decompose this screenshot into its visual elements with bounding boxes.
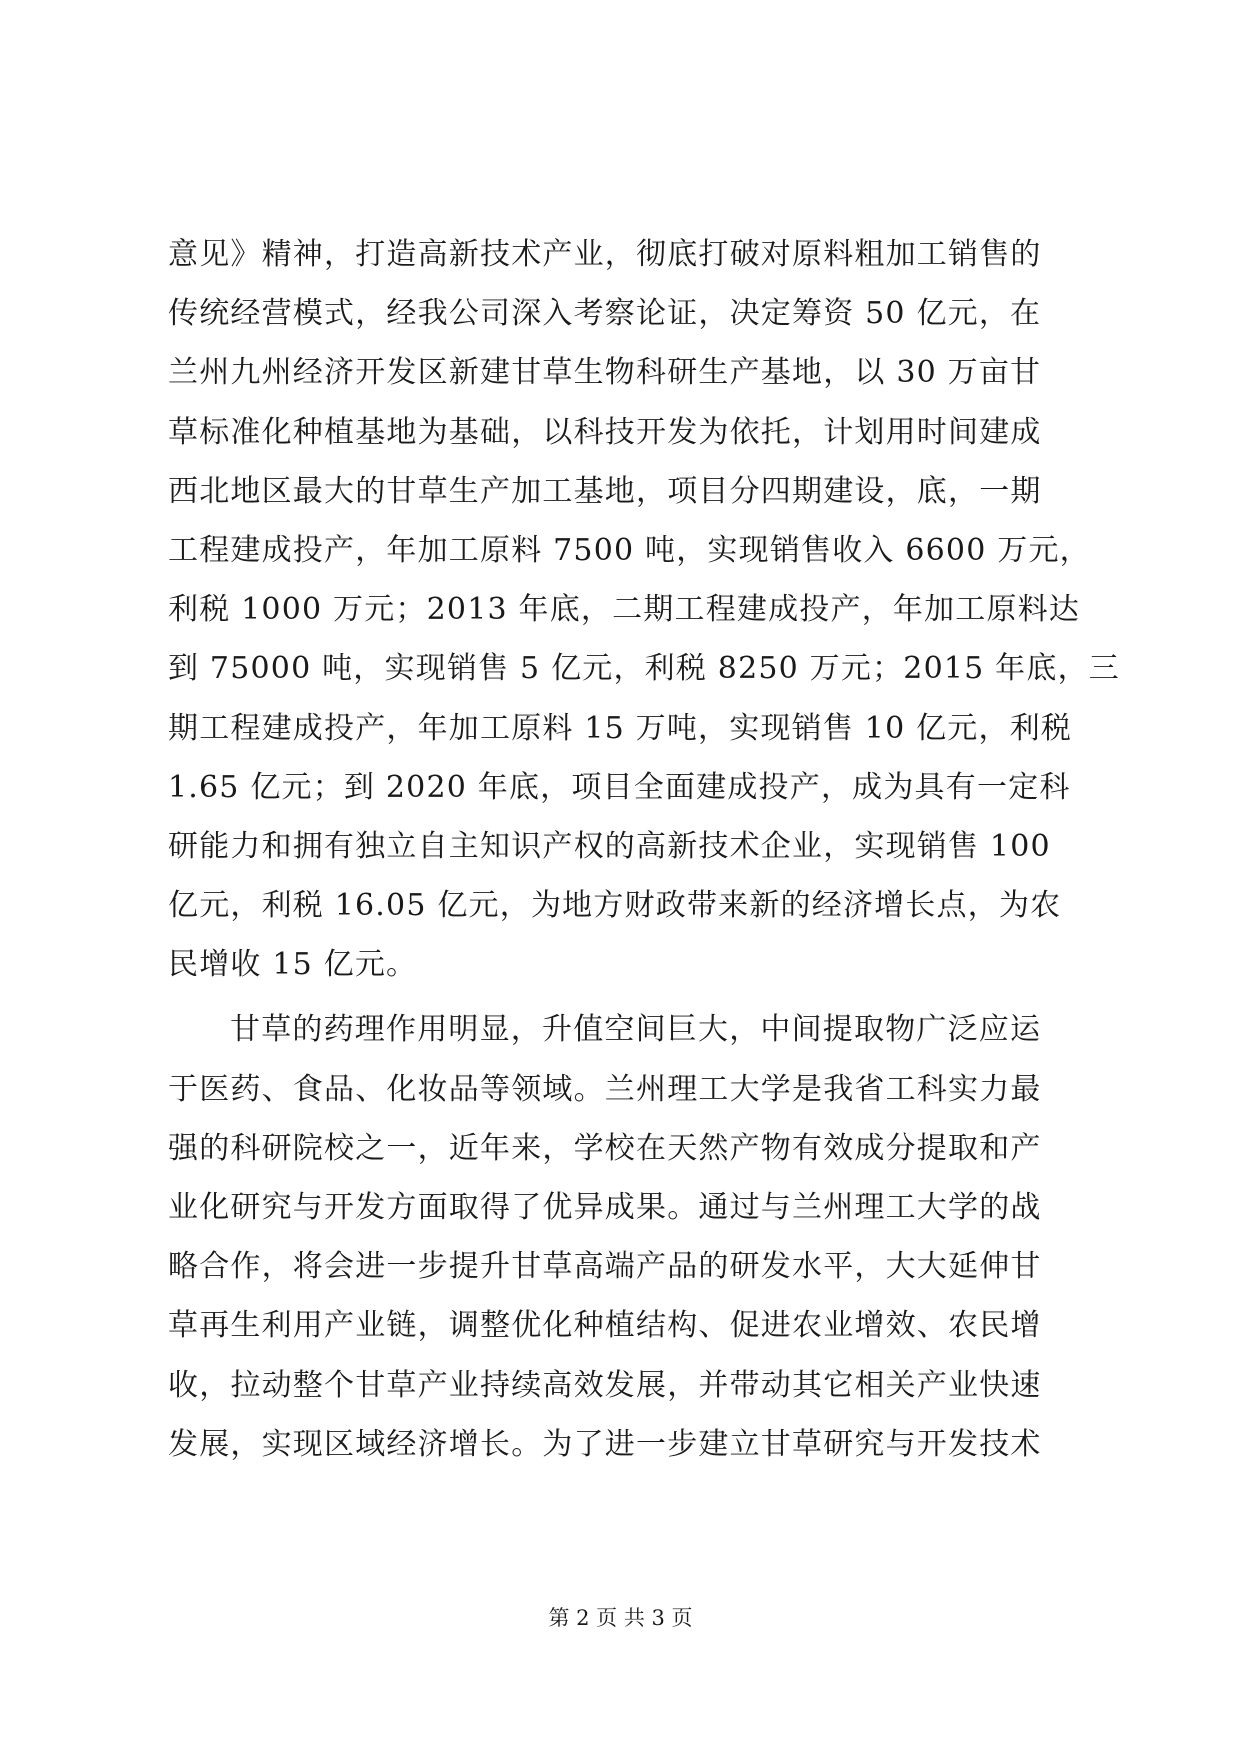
text-line: 草标准化种植基地为基础，以科技开发为依托，计划用时间建成 — [168, 414, 1042, 450]
text-line: 于医药、食品、化妆品等领域。兰州理工大学是我省工科实力最 — [168, 1071, 1042, 1107]
paragraph-2 — [168, 1000, 1080, 1474]
text-line: 西北地区最大的甘草生产加工基地，项目分四期建设，底，一期 — [168, 473, 1042, 509]
text-line: 利税 1000 万元；2013 年底，二期工程建成投产，年加工原料达 — [168, 592, 1081, 628]
text-line: 期工程建成投产，年加工原料 15 万吨，实现销售 10 亿元，利税 — [168, 710, 1073, 746]
text-line: 收，拉动整个甘草产业持续高效发展，并带动其它相关产业快速 — [168, 1367, 1042, 1403]
page-footer — [0, 1604, 1241, 1632]
text-line: 业化研究与开发方面取得了优异成果。通过与兰州理工大学的战 — [168, 1190, 1042, 1225]
text-line: 强的科研院校之一，近年来，学校在天然产物有效成分提取和产 — [168, 1130, 1042, 1166]
text-line: 略合作，将会进一步提升甘草高端产品的研发水平，大大延伸甘 — [168, 1249, 1042, 1285]
text-line: 草再生利用产业链，调整优化种植结构、促进农业增效、农民增 — [168, 1308, 1042, 1344]
text-line: 传统经营模式，经我公司深入考察论证，决定筹资 50 亿元，在 — [168, 296, 1042, 332]
text-line-indented: 甘草的药理作用明显，升值空间巨大，中间提取物广泛应运 — [230, 1012, 1042, 1048]
text-line: 发展，实现区域经济增长。为了进一步建立甘草研究与开发技术 — [168, 1426, 1042, 1462]
text-line: 到 75000 吨，实现销售 5 亿元，利税 8250 万元；2015 年底，三 — [168, 651, 1120, 687]
page-number-label: 第 2 页 共 3 页 — [548, 1606, 693, 1630]
text-line: 1.65 亿元；到 2020 年底，项目全面建成投产，成为具有一定科 — [168, 769, 1071, 805]
document-body — [168, 225, 1120, 1474]
text-line: 意见》精神，打造高新技术产业，彻底打破对原料粗加工销售的 — [168, 237, 1042, 272]
text-line: 工程建成投产，年加工原料 7500 吨，实现销售收入 6600 万元， — [168, 532, 1091, 568]
paragraph-1 — [168, 225, 1120, 994]
text-line: 兰州九州经济开发区新建甘草生物科研生产基地，以 30 万亩甘 — [168, 355, 1042, 391]
text-line: 民增收 15 亿元。 — [168, 947, 418, 983]
text-line: 研能力和拥有独立自主知识产权的高新技术企业，实现销售 100 — [168, 828, 1051, 864]
text-line: 亿元，利税 16.05 亿元，为地方财政带来新的经济增长点，为农 — [168, 888, 1062, 924]
